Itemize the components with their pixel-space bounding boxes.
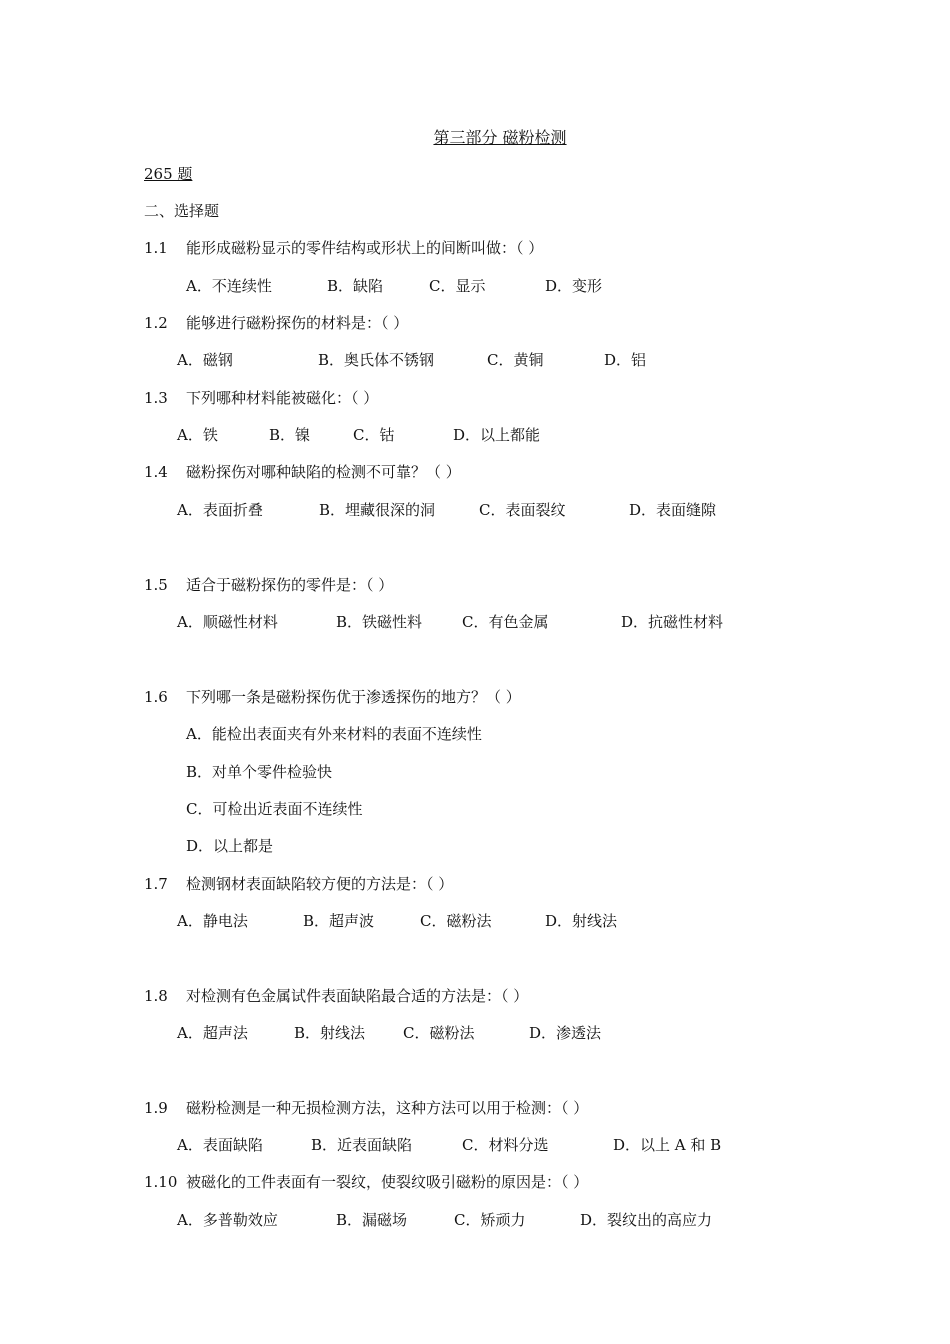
question-number: 1.9 [144, 1099, 168, 1117]
question-number: 1.4 [144, 463, 168, 481]
question-1-6 [144, 686, 521, 707]
question-text: 能够进行磁粉探伤的材料是：（ ） [186, 314, 409, 332]
option-c: C．表面裂纹 [479, 501, 566, 519]
option-c: C．材料分选 [462, 1136, 549, 1154]
option-d: D．表面缝隙 [629, 501, 717, 519]
option-a: A．磁钢 [177, 351, 233, 369]
option-d: D．变形 [545, 277, 603, 295]
question-number: 1.6 [144, 688, 168, 706]
question-1-3 [144, 387, 378, 408]
page-title: 第三部分 磁粉检测 [433, 128, 567, 147]
option-d: D．以上都能 [453, 426, 541, 444]
option-a: A．静电法 [177, 912, 248, 930]
option-c: C．有色金属 [462, 613, 549, 631]
option-b: B．近表面缺陷 [311, 1136, 413, 1154]
option-c: C．磁粉法 [403, 1024, 475, 1042]
option-d: D．射线法 [545, 912, 618, 930]
question-text: 磁粉探伤对哪种缺陷的检测不可靠？（ ） [186, 463, 461, 481]
option-d: D．裂纹出的高应力 [580, 1211, 713, 1229]
option-c: C．磁粉法 [420, 912, 492, 930]
option-a: A．表面折叠 [177, 501, 263, 519]
question-1-1 [144, 237, 543, 258]
question-text: 下列哪一条是磁粉探伤优于渗透探伤的地方？（ ） [186, 688, 521, 706]
option-d: D．铝 [604, 351, 647, 369]
option-c: C．钴 [353, 426, 395, 444]
question-number: 1.10 [144, 1173, 178, 1191]
question-1-4 [144, 461, 461, 482]
question-text: 对检测有色金属试件表面缺陷最合适的方法是：（ ） [186, 987, 529, 1005]
question-number: 1.7 [144, 875, 168, 893]
option-a: A．铁 [177, 426, 218, 444]
option-a: A．顺磁性材料 [177, 613, 278, 631]
question-1-5 [144, 574, 393, 595]
option-b: B．奥氏体不锈钢 [318, 351, 435, 369]
option-b: B．射线法 [294, 1024, 366, 1042]
option-a: A．不连续性 [186, 277, 272, 295]
question-number: 1.5 [144, 576, 168, 594]
question-1-9 [144, 1097, 588, 1118]
question-text: 磁粉检测是一种无损检测方法，这种方法可以用于检测：（ ） [186, 1099, 589, 1117]
question-1-7 [144, 873, 453, 894]
question-text: 适合于磁粉探伤的零件是：（ ） [186, 576, 394, 594]
question-number: 1.2 [144, 314, 168, 332]
option-b: B．镍 [269, 426, 311, 444]
option-c: C．可检出近表面不连续性 [186, 800, 363, 818]
option-b: B．铁磁性料 [336, 613, 423, 631]
question-text: 检测钢材表面缺陷较方便的方法是：（ ） [186, 875, 454, 893]
option-c: C．黄铜 [487, 351, 544, 369]
option-d: D．抗磁性材料 [621, 613, 724, 631]
option-d: D．渗透法 [529, 1024, 602, 1042]
option-d: D．以上都是 [186, 837, 274, 855]
question-text: 下列哪种材料能被磁化：（ ） [186, 389, 379, 407]
option-b: B．埋藏很深的洞 [319, 501, 436, 519]
question-number: 1.1 [144, 239, 168, 257]
question-1-10 [144, 1171, 588, 1192]
option-b: B．漏磁场 [336, 1211, 408, 1229]
option-b: B．缺陷 [327, 277, 384, 295]
option-b: B．超声波 [303, 912, 375, 930]
question-text: 能形成磁粉显示的零件结构或形状上的间断叫做：（ ） [186, 239, 544, 257]
option-a: A．多普勒效应 [177, 1211, 278, 1229]
option-c: C．显示 [429, 277, 486, 295]
question-text: 被磁化的工件表面有一裂纹，使裂纹吸引磁粉的原因是：（ ） [186, 1173, 589, 1191]
question-1-2 [144, 312, 408, 333]
section-heading: 二、选择题 [144, 202, 220, 220]
question-count: 265 题 [144, 165, 193, 183]
question-1-8 [144, 985, 528, 1006]
option-d: D．以上 A 和 B [613, 1136, 722, 1154]
question-number: 1.3 [144, 389, 168, 407]
option-a: A．表面缺陷 [177, 1136, 263, 1154]
option-c: C．矫顽力 [454, 1211, 526, 1229]
option-a: A．能检出表面夹有外来材料的表面不连续性 [186, 725, 482, 743]
option-a: A．超声法 [177, 1024, 248, 1042]
question-number: 1.8 [144, 987, 168, 1005]
option-b: B．对单个零件检验快 [186, 763, 333, 781]
